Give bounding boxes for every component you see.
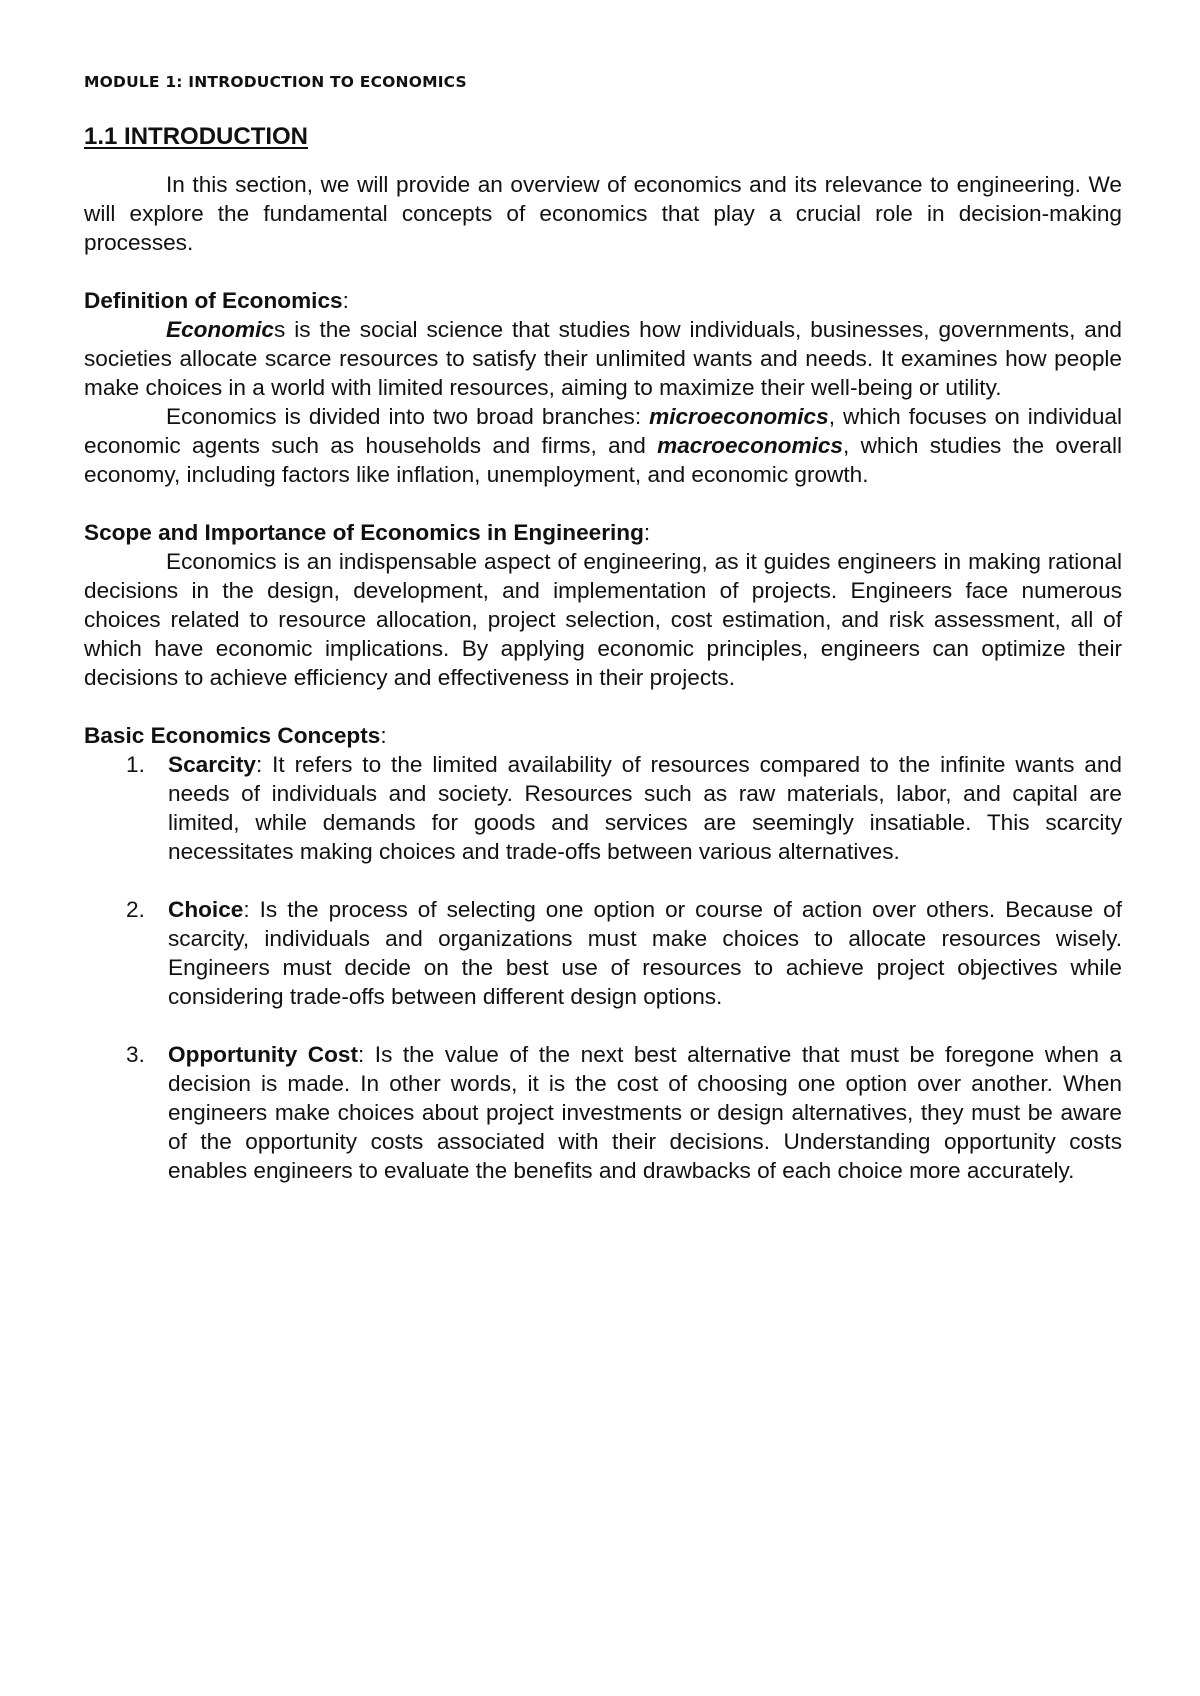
economics-term: Economic: [166, 317, 274, 342]
concept-item-scarcity: [84, 750, 1122, 866]
microeconomics-term: microeconomics: [649, 404, 829, 429]
list-number: 1.: [126, 752, 145, 777]
definition-paragraph-2: [84, 402, 1122, 489]
concept-item-opportunity-cost: [84, 1040, 1122, 1185]
list-number: 2.: [126, 897, 145, 922]
concepts-list: [84, 750, 1122, 1185]
scope-heading: [84, 518, 1122, 547]
concept-item-choice: [84, 895, 1122, 1011]
concept-text: : It refers to the limited availability of resources compared to the infinite wants and needs of individuals and society. Resources such as raw materials, labor, and capital are limited, while demands for goods and services are seemingly insatiable. This scarcity necessitates making choices and trade-offs between various alternatives.: [168, 752, 1122, 864]
definition-heading: [84, 286, 1122, 315]
concepts-heading-text: Basic Economics Concepts: [84, 723, 381, 748]
list-number: 3.: [126, 1042, 145, 1067]
concept-term: Scarcity: [168, 752, 256, 777]
definition-paragraph-2-b: , which focuses on individual economic agents such as households and firms, and: [84, 404, 1122, 458]
definition-heading-colon: :: [342, 288, 349, 313]
definition-paragraph-2-c: , which studies the overall economy, including factors like inflation, unemployment, and economic growth.: [84, 433, 1122, 487]
section-title: 1.1 INTRODUCTION: [84, 123, 309, 150]
concept-text: : Is the process of selecting one option or course of action over others. Because of scarcity, individuals and organizations must make choices to allocate resources wisely. Engineers must decide on the best use of resources to achieve project objectives while considering trade-offs between different design options.: [168, 897, 1122, 1009]
definition-paragraph-2-a: Economics is divided into two broad branches:: [166, 404, 650, 429]
intro-paragraph: In this section, we will provide an overview of economics and its relevance to engineering. We will explore the fundamental concepts of economics that play a crucial role in decision-making processes.: [84, 172, 1122, 255]
scope-paragraph: Economics is an indispensable aspect of engineering, as it guides engineers in making rational decisions in the design, development, and implementation of projects. Engineers face numerous choices related to resource allocation, project selection, cost estimation, and risk assessment, all of which have economic implications. By applying economic principles, engineers can optimize their decisions to achieve efficiency and effectiveness in their projects.: [84, 549, 1122, 690]
concepts-heading-colon: :: [380, 723, 387, 748]
economics-term-suffix: s: [273, 317, 286, 342]
concept-term: Opportunity Cost: [168, 1042, 358, 1067]
scope-heading-colon: :: [643, 520, 651, 545]
module-header: MODULE 1: INTRODUCTION TO ECONOMICS: [84, 73, 467, 91]
concept-text: : Is the value of the next best alternative that must be foregone when a decision is made. In other words, it is the cost of choosing one option over another. When engineers make choices about project investments or design alternatives, they must be aware of the opportunity costs associated with their decisions. Understanding opportunity costs enables engineers to evaluate the benefits and drawbacks of each choice more accurately.: [168, 1042, 1122, 1183]
definition-heading-text: Definition of Economics: [84, 288, 343, 313]
definition-paragraph-1: [84, 315, 1122, 402]
definition-paragraph-1-text: is the social science that studies how individuals, businesses, governments, and societies allocate scarce resources to satisfy their unlimited wants and needs. It examines how people make choices in a world with limited resources, aiming to maximize their well-being or utility.: [84, 317, 1122, 400]
concepts-heading: [84, 721, 1122, 750]
macroeconomics-term: macroeconomics: [657, 433, 843, 458]
scope-heading-text: Scope and Importance of Economics in Engineering: [84, 520, 644, 545]
concept-term: Choice: [168, 897, 244, 922]
